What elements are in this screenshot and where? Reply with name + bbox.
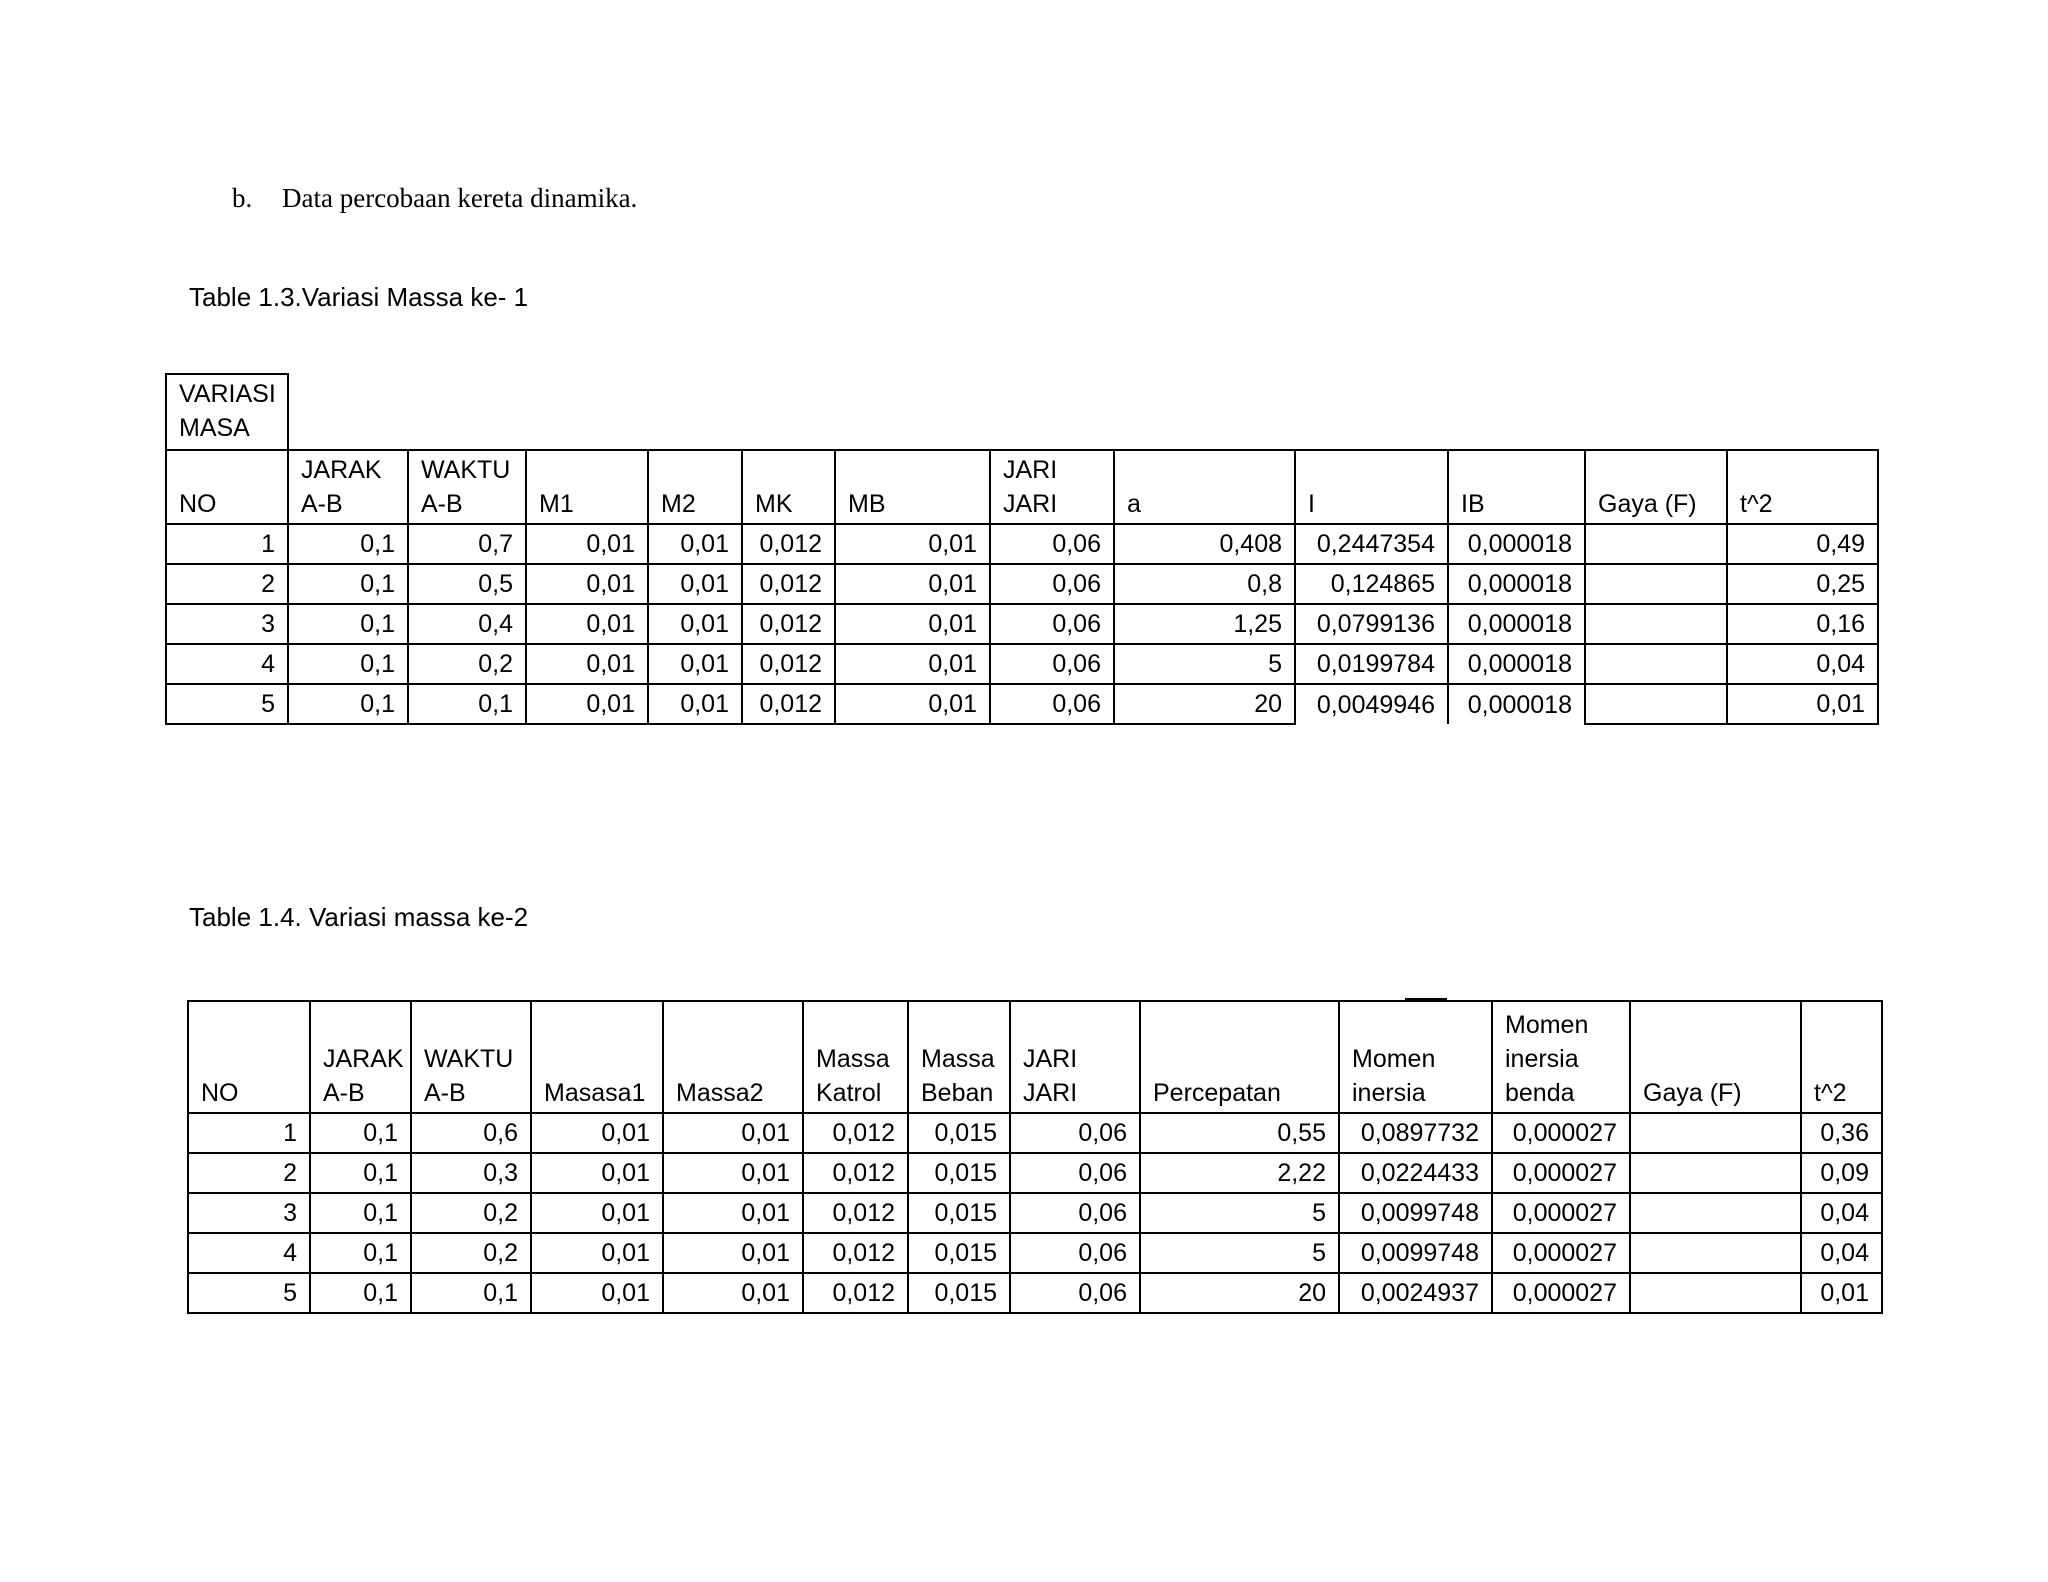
table-cell: 0,7: [408, 524, 526, 564]
table2-caption: Table 1.4. Variasi massa ke-2: [189, 902, 529, 932]
header-cell: [310, 1001, 411, 1113]
header-line: I: [1308, 490, 1315, 518]
table-cell: 0,000018: [1448, 684, 1585, 724]
table-cell: [1630, 1113, 1801, 1153]
table-cell: [1585, 564, 1727, 604]
header-cell: [742, 450, 835, 524]
table-cell: 0,01: [663, 1113, 803, 1153]
header-cell: [663, 1001, 803, 1113]
table-cell: 0,49: [1727, 524, 1878, 564]
table-cell: 0,1: [288, 644, 408, 684]
header-line: Beban: [921, 1079, 994, 1107]
header-line: NO: [179, 490, 217, 518]
table-cell: 0,01: [1727, 684, 1878, 724]
table-cell: 0,25: [1727, 564, 1878, 604]
header-line: IB: [1461, 490, 1485, 518]
table-cell: 5: [188, 1273, 310, 1313]
table-cell: 0,09: [1801, 1153, 1882, 1193]
header-line: WAKTU: [424, 1045, 514, 1073]
table-cell: 20: [1140, 1273, 1339, 1313]
header-line: [1153, 1042, 1326, 1076]
table-cell: 2,22: [1140, 1153, 1339, 1193]
table-cell: 0,5: [408, 564, 526, 604]
table-cell: 0,012: [803, 1273, 908, 1313]
header-cell: [1801, 1001, 1882, 1113]
table-cell: 1,25: [1114, 604, 1295, 644]
table-cell: 0,012: [803, 1233, 908, 1273]
table-cell: 0,012: [803, 1193, 908, 1233]
header-line: [323, 1008, 398, 1042]
table-row: [166, 644, 1878, 684]
header-line: t^2: [1740, 490, 1773, 518]
header-line: benda: [1505, 1079, 1575, 1107]
header-cell: [1010, 1001, 1140, 1113]
table-row: [166, 564, 1878, 604]
table-cell: 0,015: [908, 1193, 1010, 1233]
table-cell: 5: [1140, 1193, 1339, 1233]
table-row: [188, 1153, 1882, 1193]
table-cell: 0,6: [411, 1113, 531, 1153]
table-cell: 0,2: [411, 1193, 531, 1233]
table-row: [188, 1233, 1882, 1273]
header-line: MASA: [179, 414, 250, 442]
table-cell: 0,3: [411, 1153, 531, 1193]
header-line: Masasa1: [544, 1079, 646, 1107]
table-cell: 0,06: [1010, 1153, 1140, 1193]
header-cell: [1339, 1001, 1492, 1113]
header-line: M2: [661, 490, 696, 518]
table-cell: 1: [188, 1113, 310, 1153]
header-line: [676, 1042, 790, 1076]
table-cell: 0,000027: [1492, 1153, 1630, 1193]
table-cell: [1585, 644, 1727, 684]
header-cell: [408, 450, 526, 524]
table-cell: 0,04: [1727, 644, 1878, 684]
table-cell: 20: [1114, 684, 1295, 724]
table-cell: 2: [166, 564, 288, 604]
table-cell: 0,8: [1114, 564, 1295, 604]
header-line: JARAK: [301, 456, 382, 484]
group-header-blank: [288, 374, 1878, 450]
header-line: [1308, 453, 1435, 487]
table-cell: [1630, 1233, 1801, 1273]
header-line: [424, 1008, 518, 1042]
header-line: JARAK: [323, 1045, 404, 1073]
table-cell: 0,012: [742, 564, 835, 604]
table-cell: 0,06: [990, 684, 1114, 724]
table-cell: 0,01: [835, 564, 990, 604]
table-cell: 2: [188, 1153, 310, 1193]
header-line: [539, 453, 635, 487]
header-line: A-B: [424, 1079, 466, 1107]
table-cell: 0,01: [835, 524, 990, 564]
header-cell: [1448, 450, 1585, 524]
header-line: MB: [848, 490, 886, 518]
table-row: [188, 1113, 1882, 1153]
table-cell: 0,06: [1010, 1233, 1140, 1273]
header-line: inersia: [1352, 1079, 1426, 1107]
table-cell: 0,000027: [1492, 1273, 1630, 1313]
table-cell: 0,012: [742, 604, 835, 644]
table-cell: 0,55: [1140, 1113, 1339, 1153]
table1-caption: Table 1.3.Variasi Massa ke- 1: [189, 282, 529, 312]
header-cell: [1295, 450, 1448, 524]
table2: [187, 1000, 1883, 1314]
header-cell: [188, 1001, 310, 1113]
header-line: Gaya (F): [1598, 490, 1697, 518]
table-cell: 0,01: [663, 1233, 803, 1273]
header-cell: [1140, 1001, 1339, 1113]
header-line: [755, 453, 822, 487]
table-cell: 0,1: [288, 684, 408, 724]
header-line: [1643, 1008, 1788, 1042]
table-cell: 0,06: [990, 644, 1114, 684]
table-cell: 0,000018: [1448, 564, 1585, 604]
table-cell: 5: [166, 684, 288, 724]
section-title: Data percobaan kereta dinamika.: [282, 183, 638, 213]
table-cell: 0,015: [908, 1273, 1010, 1313]
table-cell: 1: [166, 524, 288, 564]
header-line: WAKTU: [421, 456, 511, 484]
table-cell: 4: [166, 644, 288, 684]
table-row: [166, 604, 1878, 644]
table-cell: [1585, 604, 1727, 644]
table-cell: 0,1: [310, 1193, 411, 1233]
header-line: JARI: [1023, 1045, 1078, 1073]
table-cell: 0,06: [990, 524, 1114, 564]
header-line: Momen: [1505, 1011, 1589, 1039]
table-cell: 0,408: [1114, 524, 1295, 564]
header-line: [1153, 1008, 1326, 1042]
table-cell: 0,2447354: [1295, 524, 1448, 564]
table-cell: [1585, 524, 1727, 564]
header-line: [816, 1008, 895, 1042]
header-cell: [1727, 450, 1878, 524]
header-line: [201, 1008, 297, 1042]
header-line: [1461, 453, 1572, 487]
table-cell: 4: [188, 1233, 310, 1273]
table-cell: 0,01: [663, 1153, 803, 1193]
header-cell: [908, 1001, 1010, 1113]
group-header-cell: [166, 374, 288, 450]
table-cell: 0,2: [408, 644, 526, 684]
table-cell: 3: [166, 604, 288, 644]
header-line: NO: [201, 1079, 239, 1107]
header-line: [201, 1042, 297, 1076]
table-cell: 0,1: [288, 604, 408, 644]
header-cell: [288, 450, 408, 524]
table-cell: 0,0099748: [1339, 1233, 1492, 1273]
table-cell: 0,000018: [1448, 604, 1585, 644]
table-cell: 0,1: [288, 524, 408, 564]
table-cell: 0,36: [1801, 1113, 1882, 1153]
table-cell: 0,01: [526, 644, 648, 684]
header-line: JARI: [1003, 490, 1058, 518]
table-cell: 0,06: [1010, 1193, 1140, 1233]
header-line: A-B: [301, 490, 343, 518]
table-cell: [1630, 1193, 1801, 1233]
header-line: [1740, 453, 1865, 487]
table-cell: 0,01: [526, 564, 648, 604]
header-cell: [1492, 1001, 1630, 1113]
table-cell: 0,1: [288, 564, 408, 604]
table-row: [188, 1193, 1882, 1233]
group-header-row: [166, 374, 1878, 450]
header-cell: [990, 450, 1114, 524]
header-line: Percepatan: [1153, 1079, 1281, 1107]
table-cell: 0,01: [648, 524, 742, 564]
header-line: Massa: [816, 1045, 890, 1073]
table-cell: 0,01: [663, 1273, 803, 1313]
table-cell: 0,06: [1010, 1113, 1140, 1153]
table-cell: 0,0049946: [1295, 684, 1448, 724]
table-cell: [1630, 1273, 1801, 1313]
table-cell: 0,000027: [1492, 1193, 1630, 1233]
table-row: [188, 1273, 1882, 1313]
table-cell: 0,01: [531, 1113, 663, 1153]
header-line: a: [1127, 490, 1141, 518]
header-line: [921, 1008, 997, 1042]
table-cell: 0,1: [310, 1113, 411, 1153]
table-cell: 0,01: [648, 684, 742, 724]
header-cell: [835, 450, 990, 524]
header-line: t^2: [1814, 1079, 1847, 1107]
header-line: [1598, 453, 1714, 487]
table-cell: 0,1: [408, 684, 526, 724]
table-cell: 0,000018: [1448, 524, 1585, 564]
table-cell: 0,0224433: [1339, 1153, 1492, 1193]
table-cell: 0,01: [526, 604, 648, 644]
header-cell: [411, 1001, 531, 1113]
table-cell: 0,000027: [1492, 1233, 1630, 1273]
table-cell: 0,04: [1801, 1233, 1882, 1273]
header-line: inersia: [1505, 1045, 1579, 1073]
table1: [165, 373, 1879, 725]
header-cell: [1114, 450, 1295, 524]
header-line: M1: [539, 490, 574, 518]
table-cell: 0,01: [648, 644, 742, 684]
header-line: [848, 453, 977, 487]
header-line: [1643, 1042, 1788, 1076]
header-line: [1814, 1008, 1869, 1042]
table-cell: 0,04: [1801, 1193, 1882, 1233]
table-cell: 0,01: [531, 1153, 663, 1193]
table-cell: 0,01: [648, 564, 742, 604]
table-cell: [1630, 1153, 1801, 1193]
header-line: [661, 453, 729, 487]
section-letter: b.: [232, 183, 253, 213]
header-line: Massa: [921, 1045, 995, 1073]
header-line: [1023, 1008, 1127, 1042]
table-cell: 0,06: [990, 604, 1114, 644]
table-cell: 0,1: [310, 1153, 411, 1193]
table-cell: 0,01: [648, 604, 742, 644]
table-cell: 0,0199784: [1295, 644, 1448, 684]
table-cell: 3: [188, 1193, 310, 1233]
table-cell: 0,012: [803, 1153, 908, 1193]
header-cell: [1585, 450, 1727, 524]
table-cell: 0,000018: [1448, 644, 1585, 684]
table-cell: 0,0099748: [1339, 1193, 1492, 1233]
table-cell: 0,01: [531, 1273, 663, 1313]
header-line: A-B: [421, 490, 463, 518]
header-cell: [803, 1001, 908, 1113]
header-row: [166, 450, 1878, 524]
table-cell: 0,16: [1727, 604, 1878, 644]
header-line: [1127, 453, 1282, 487]
table-cell: 0,01: [663, 1193, 803, 1233]
table-cell: 0,06: [990, 564, 1114, 604]
header-line: Momen: [1352, 1045, 1436, 1073]
header-line: Gaya (F): [1643, 1079, 1742, 1107]
table-cell: 0,012: [742, 644, 835, 684]
table-cell: 0,0799136: [1295, 604, 1448, 644]
header-cell: [526, 450, 648, 524]
header-line: A-B: [323, 1079, 365, 1107]
table-cell: 0,124865: [1295, 564, 1448, 604]
table-cell: 0,01: [531, 1233, 663, 1273]
header-line: [1814, 1042, 1869, 1076]
header-line: JARI: [1023, 1079, 1078, 1107]
table-cell: 0,01: [835, 644, 990, 684]
table-cell: 0,01: [835, 604, 990, 644]
header-cell: [1630, 1001, 1801, 1113]
header-line: [676, 1008, 790, 1042]
header-line: [544, 1008, 650, 1042]
table-cell: 0,012: [803, 1113, 908, 1153]
table-cell: 5: [1114, 644, 1295, 684]
table-row: [166, 524, 1878, 564]
header-line: [544, 1042, 650, 1076]
header-row: [188, 1001, 1882, 1113]
table-row: [166, 684, 1878, 724]
header-line: [179, 453, 275, 487]
header-line: JARI: [1003, 456, 1058, 484]
table-cell: 0,06: [1010, 1273, 1140, 1313]
table-cell: 0,1: [310, 1273, 411, 1313]
header-cell: [648, 450, 742, 524]
table-cell: 0,4: [408, 604, 526, 644]
table-cell: 0,01: [531, 1193, 663, 1233]
table-cell: 0,012: [742, 684, 835, 724]
table-cell: 0,01: [526, 684, 648, 724]
table-cell: 0,01: [526, 524, 648, 564]
header-line: Katrol: [816, 1079, 882, 1107]
header-cell: [166, 450, 288, 524]
table-cell: 5: [1140, 1233, 1339, 1273]
table-cell: [1585, 684, 1727, 724]
header-line: VARIASI: [179, 380, 276, 408]
header-line: Massa2: [676, 1079, 764, 1107]
table-cell: 0,0024937: [1339, 1273, 1492, 1313]
table-cell: 0,012: [742, 524, 835, 564]
table-cell: 0,015: [908, 1153, 1010, 1193]
table-cell: 0,0897732: [1339, 1113, 1492, 1153]
table-cell: 0,01: [835, 684, 990, 724]
table-cell: 0,000027: [1492, 1113, 1630, 1153]
table-cell: 0,01: [1801, 1273, 1882, 1313]
table-cell: 0,1: [310, 1233, 411, 1273]
table-cell: 0,2: [411, 1233, 531, 1273]
section-heading: [232, 183, 637, 214]
header-line: [1352, 1008, 1479, 1042]
header-cell: [531, 1001, 663, 1113]
table-cell: 0,015: [908, 1233, 1010, 1273]
header-line: MK: [755, 490, 793, 518]
table-cell: 0,015: [908, 1113, 1010, 1153]
table-cell: 0,1: [411, 1273, 531, 1313]
